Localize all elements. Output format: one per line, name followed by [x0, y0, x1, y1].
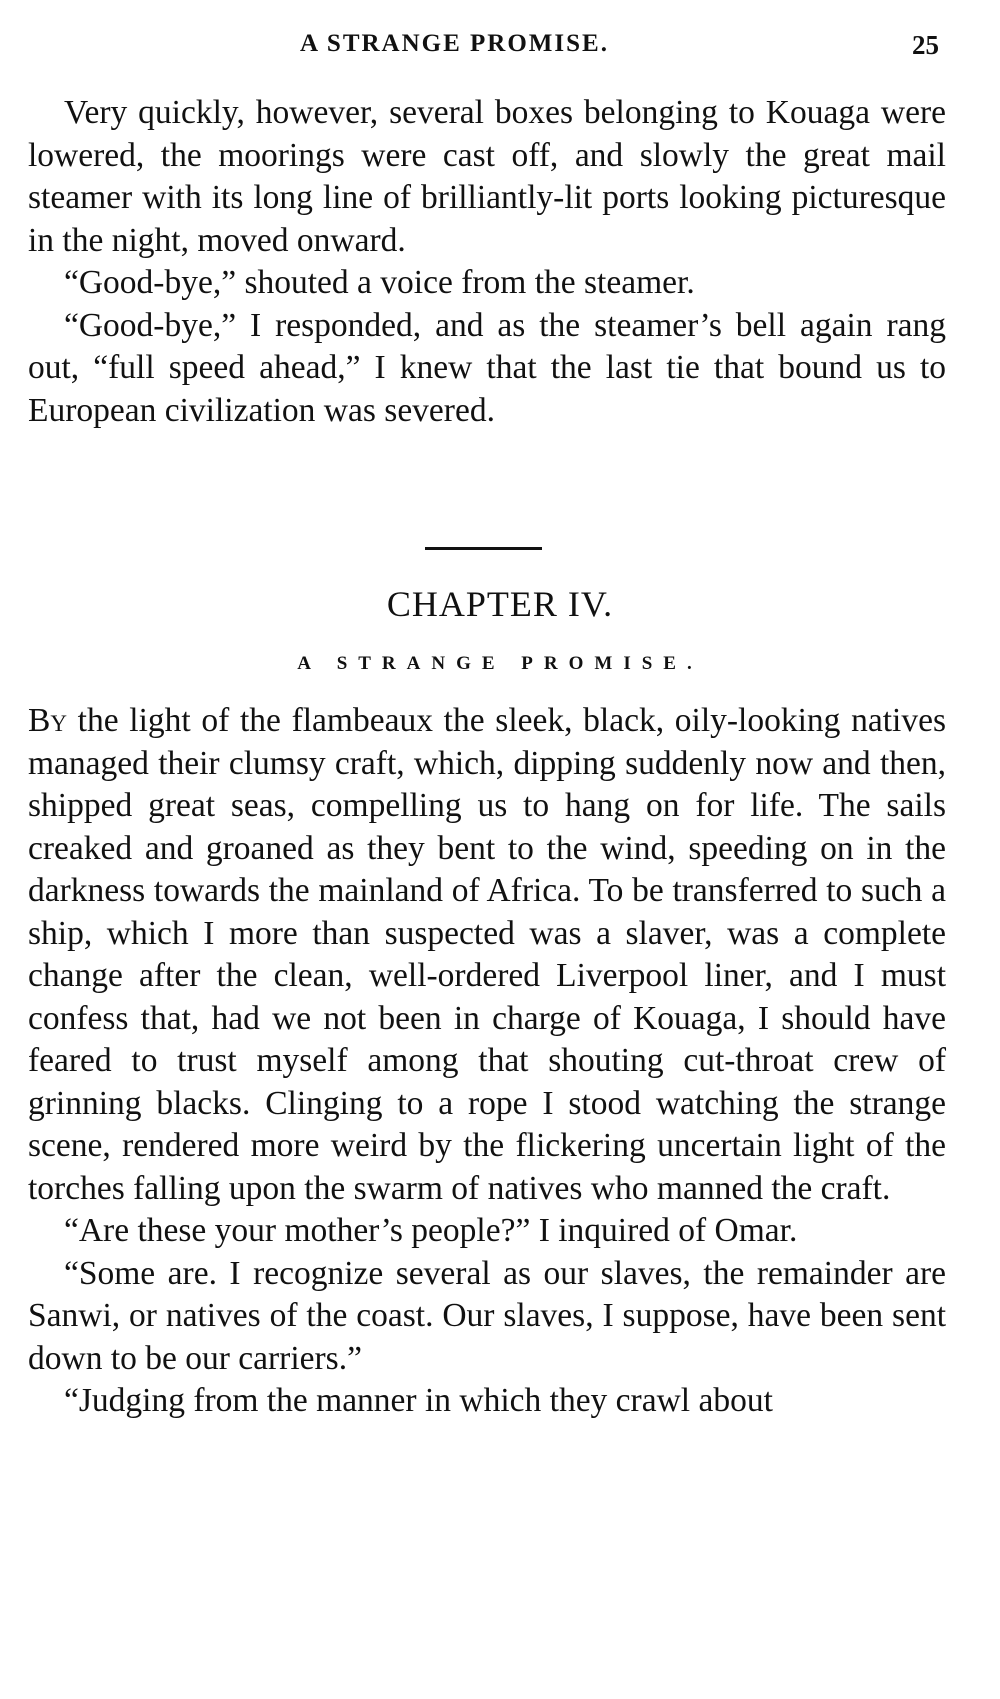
running-title: A STRANGE PROMISE. — [300, 30, 609, 57]
chapter-subtitle: A STRANGE PROMISE. — [297, 653, 703, 674]
opening-paragraph-text: the light of the flambeaux the sleek, black, oily-looking natives managed their clumsy craft, which, dipping suddenly now and then, shipped great seas, compelling us to hang on for life. The sails creaked and groaned as they bent to the wind, speeding on in the darkness towards the mainland of Africa. To be transferred to such a ship, which I more than suspected was a slaver, was a complete change after the clean, well-ordered Liverpool liner, and I must confess that, had we not been in charge of Kouaga, I should have feared to trust myself among that shouting cut-throat crew of grinning blacks. Clinging to a rope I stood watching the strange scene, rendered more weird by the flickering uncertain light of the torches falling upon the swarm of natives who manned the craft. — [28, 702, 946, 1207]
running-head — [0, 30, 1000, 70]
paragraph: “Judging from the manner in which they crawl about — [64, 1382, 773, 1419]
previous-chapter-ending — [28, 92, 946, 432]
opening-paragraph — [28, 700, 946, 1210]
chapter-title: CHAPTER IV. — [386, 584, 614, 624]
paragraph: “Good-bye,” I responded, and as the steamer’s bell again rang out, “full speed ahead,” I knew that the last tie that bound us to European civilization was severed. — [28, 306, 946, 429]
opening-small-caps: By — [28, 702, 67, 739]
page-number: 25 — [912, 30, 939, 60]
paragraph: “Some are. I recognize several as our slaves, the remainder are Sanwi, or natives of the coast. Our slaves, I suppose, have been sent down to be our carriers.” — [28, 1254, 946, 1377]
paragraph: “Good-bye,” shouted a voice from the steamer. — [64, 264, 695, 301]
chapter-body — [28, 700, 946, 1423]
paragraph: Very quickly, however, several boxes belonging to Kouaga were lowered, the moorings were cast off, and slowly the great mail steamer with its long line of brilliantly-lit ports looking picturesque in the night, moved onward. — [28, 94, 946, 259]
section-divider — [425, 547, 542, 550]
paragraph: “Are these your mother’s people?” I inquired of Omar. — [64, 1212, 798, 1249]
